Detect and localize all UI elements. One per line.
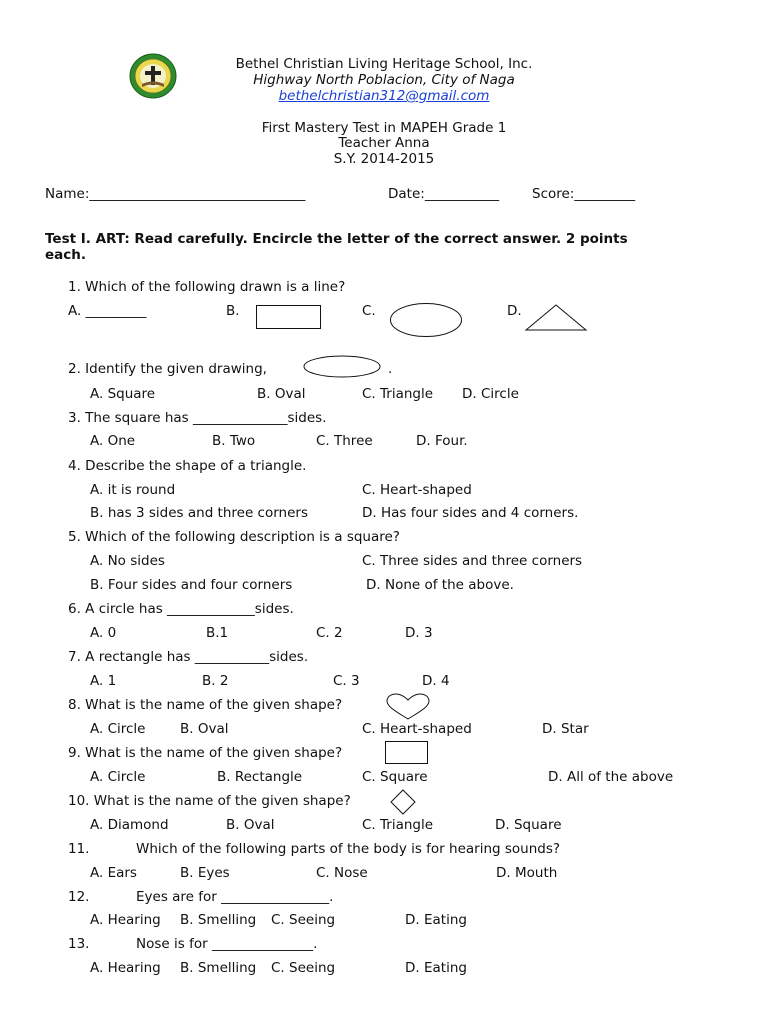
q4-option-d[interactable]: D. Has four sides and 4 corners. xyxy=(362,505,579,521)
q13-option-d[interactable]: D. Eating xyxy=(405,960,467,976)
q13-option-c[interactable]: C. Seeing xyxy=(271,960,336,976)
q3-option-c[interactable]: C. Three xyxy=(316,433,373,449)
school-name: Bethel Christian Living Heritage School, Inc. xyxy=(235,56,533,72)
q12-option-b[interactable]: B. Smelling xyxy=(180,912,257,928)
q11-option-b[interactable]: B. Eyes xyxy=(180,865,230,881)
question-13: Nose is for _______________. xyxy=(136,936,318,952)
q9-option-b[interactable]: B. Rectangle xyxy=(217,769,303,785)
heart-shape xyxy=(385,693,431,721)
q4-option-b[interactable]: B. has 3 sides and three corners xyxy=(90,505,308,521)
q12-option-d[interactable]: D. Eating xyxy=(405,912,467,928)
question-6: 6. A circle has _____________sides. xyxy=(68,601,294,617)
q11-option-a[interactable]: A. Ears xyxy=(90,865,137,881)
q3-option-b[interactable]: B. Two xyxy=(212,433,256,449)
question-11: Which of the following parts of the body is for hearing sounds? xyxy=(136,841,561,857)
question-3: 3. The square has ______________sides. xyxy=(68,410,327,426)
q10-option-c[interactable]: C. Triangle xyxy=(362,817,434,833)
q10-option-a[interactable]: A. Diamond xyxy=(90,817,169,833)
q2-option-a[interactable]: A. Square xyxy=(90,386,156,402)
question-5: 5. Which of the following description is a square? xyxy=(68,529,400,545)
q5-option-a[interactable]: A. No sides xyxy=(90,553,165,569)
q11-option-d[interactable]: D. Mouth xyxy=(496,865,558,881)
name-field[interactable]: Name:________________________________ xyxy=(45,186,306,202)
q1-option-d[interactable]: D. xyxy=(507,303,522,319)
question-7: 7. A rectangle has ___________sides. xyxy=(68,649,309,665)
question-1: 1. Which of the following drawn is a line? xyxy=(68,279,346,295)
triangle-shape xyxy=(524,304,588,332)
q6-option-b[interactable]: B.1 xyxy=(206,625,229,641)
date-field[interactable]: Date:___________ xyxy=(388,186,500,202)
q2-option-c[interactable]: C. Triangle xyxy=(362,386,434,402)
rectangle-shape xyxy=(256,305,322,331)
q1-option-a[interactable]: A. _________ xyxy=(68,303,147,319)
question-11-number: 11. xyxy=(68,841,90,857)
question-4: 4. Describe the shape of a triangle. xyxy=(68,458,307,474)
q10-option-d[interactable]: D. Square xyxy=(495,817,562,833)
q1-option-b[interactable]: B. xyxy=(226,303,240,319)
q7-option-a[interactable]: A. 1 xyxy=(90,673,117,689)
q8-option-c[interactable]: C. Heart-shaped xyxy=(362,721,472,737)
q10-option-b[interactable]: B. Oval xyxy=(226,817,275,833)
question-13-number: 13. xyxy=(68,936,90,952)
instructions-line2: each. xyxy=(45,247,87,263)
oval-drawing xyxy=(303,355,383,379)
q11-option-c[interactable]: C. Nose xyxy=(316,865,368,881)
school-address: Highway North Poblacion, City of Naga xyxy=(253,72,515,88)
q12-option-a[interactable]: A. Hearing xyxy=(90,912,161,928)
q3-option-a[interactable]: A. One xyxy=(90,433,136,449)
q5-option-c[interactable]: C. Three sides and three corners xyxy=(362,553,583,569)
q6-option-a[interactable]: A. 0 xyxy=(90,625,117,641)
diamond-shape xyxy=(390,789,416,815)
question-8: 8. What is the name of the given shape? xyxy=(68,697,343,713)
school-email-link[interactable]: bethelchristian312@gmail.com xyxy=(278,88,490,104)
q5-option-d[interactable]: D. None of the above. xyxy=(366,577,514,593)
q8-option-d[interactable]: D. Star xyxy=(542,721,589,737)
q7-option-b[interactable]: B. 2 xyxy=(202,673,229,689)
score-field[interactable]: Score:_________ xyxy=(532,186,636,202)
q3-option-d[interactable]: D. Four. xyxy=(416,433,468,449)
square-shape xyxy=(385,741,429,765)
q9-option-a[interactable]: A. Circle xyxy=(90,769,146,785)
q13-option-a[interactable]: A. Hearing xyxy=(90,960,161,976)
question-10: 10. What is the name of the given shape? xyxy=(68,793,351,809)
q2-option-b[interactable]: B. Oval xyxy=(257,386,306,402)
question-12: Eyes are for ________________. xyxy=(136,889,334,905)
q6-option-d[interactable]: D. 3 xyxy=(405,625,433,641)
instructions-line1: Test I. ART: Read carefully. Encircle the letter of the correct answer. 2 points xyxy=(45,231,628,247)
school-year: S.Y. 2014-2015 xyxy=(333,151,435,167)
q9-option-c[interactable]: C. Square xyxy=(362,769,428,785)
question-2-period: . xyxy=(388,361,393,377)
question-12-number: 12. xyxy=(68,889,90,905)
question-9: 9. What is the name of the given shape? xyxy=(68,745,343,761)
teacher-name: Teacher Anna xyxy=(338,135,430,151)
q12-option-c[interactable]: C. Seeing xyxy=(271,912,336,928)
q4-option-c[interactable]: C. Heart-shaped xyxy=(362,482,472,498)
q13-option-b[interactable]: B. Smelling xyxy=(180,960,257,976)
q8-option-a[interactable]: A. Circle xyxy=(90,721,146,737)
q7-option-d[interactable]: D. 4 xyxy=(422,673,450,689)
test-title: First Mastery Test in MAPEH Grade 1 xyxy=(261,120,507,136)
oval-shape xyxy=(390,303,464,339)
q7-option-c[interactable]: C. 3 xyxy=(333,673,360,689)
q6-option-c[interactable]: C. 2 xyxy=(316,625,343,641)
q1-option-c[interactable]: C. xyxy=(362,303,376,319)
q8-option-b[interactable]: B. Oval xyxy=(180,721,229,737)
q5-option-b[interactable]: B. Four sides and four corners xyxy=(90,577,293,593)
q4-option-a[interactable]: A. it is round xyxy=(90,482,176,498)
q2-option-d[interactable]: D. Circle xyxy=(462,386,519,402)
q9-option-d[interactable]: D. All of the above xyxy=(548,769,674,785)
question-2: 2. Identify the given drawing, xyxy=(68,361,267,377)
